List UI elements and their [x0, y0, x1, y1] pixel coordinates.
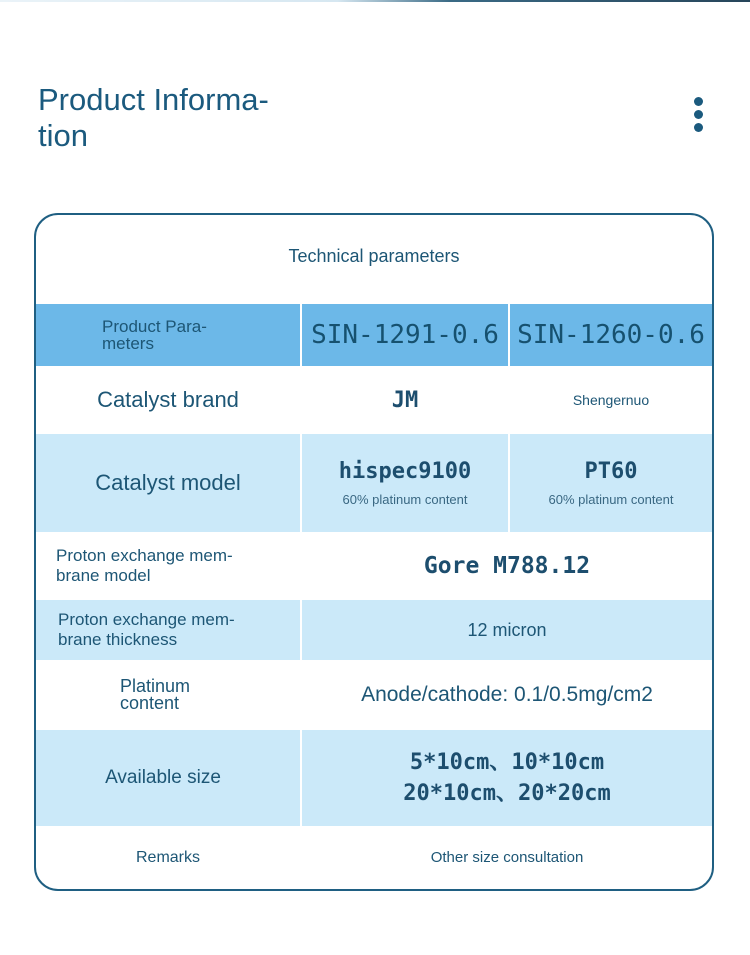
platinum-content-label-line1: Platinum: [120, 676, 191, 696]
membrane-model-label-line2: brane model: [56, 566, 151, 585]
available-size-label: Available size: [105, 767, 221, 788]
header-label-line1: Product Para-: [102, 317, 207, 336]
catalyst-model-label-cell: [36, 434, 300, 532]
header-label-line2: meters: [102, 334, 154, 353]
membrane-thickness-value: 12 micron: [467, 619, 547, 640]
platinum-content-value: Anode/cathode: 0.1/0.5mg/cm2: [361, 683, 653, 706]
platinum-content-label-cell: [36, 660, 300, 730]
table-row-membrane-thickness: [36, 600, 712, 660]
available-size-value-cell: [302, 730, 712, 826]
catalyst-brand-b-cell: [510, 366, 712, 434]
platinum-content-value-cell: [302, 660, 712, 730]
catalyst-brand-b: Shengernuo: [572, 392, 650, 408]
top-divider-line: [0, 0, 750, 2]
membrane-model-value: Gore M788.12: [423, 553, 591, 579]
available-size-line2: 20*10cm、20*20cm: [403, 781, 611, 806]
technical-parameters-card: [34, 213, 714, 891]
available-size-line1: 5*10cm、10*10cm: [409, 750, 605, 775]
catalyst-brand-a: JM: [391, 387, 419, 413]
remarks-value-cell: [302, 826, 712, 889]
kebab-menu-icon[interactable]: [688, 97, 708, 137]
membrane-model-label-line1: Proton exchange mem-: [56, 546, 233, 565]
remarks-label: Remarks: [135, 848, 200, 866]
remarks-value: Other size consultation: [430, 849, 584, 866]
catalyst-brand-label: Catalyst brand: [97, 387, 239, 412]
catalyst-brand-a-cell: [302, 366, 508, 434]
catalyst-model-a: hispec9100: [338, 459, 472, 484]
catalyst-model-b-note: 60% platinum content: [548, 492, 674, 507]
table-row-remarks: [36, 826, 712, 889]
membrane-thickness-value-cell: [302, 600, 712, 660]
membrane-model-label-cell: [36, 532, 300, 600]
table-header-row: [36, 304, 712, 366]
table-row-membrane-model: [36, 532, 712, 600]
catalyst-model-b-cell: [510, 434, 712, 532]
header-model-a: SIN-1291-0.6: [311, 320, 499, 350]
membrane-thickness-label-line2: brane thickness: [58, 630, 178, 649]
table-row-catalyst-brand: [36, 366, 712, 434]
table-row-catalyst-model: [36, 434, 712, 532]
table-row-available-size: [36, 730, 712, 826]
catalyst-model-b: PT60: [584, 459, 638, 484]
header-label-cell: [36, 304, 300, 366]
catalyst-brand-label-cell: [36, 366, 300, 434]
header-model-b-cell: [510, 304, 712, 366]
page-title-line2: tion: [38, 118, 88, 153]
page-title: [38, 82, 338, 154]
catalyst-model-a-note: 60% platinum content: [342, 492, 468, 507]
catalyst-model-a-cell: [302, 434, 508, 532]
page-title-line1: Product Informa-: [38, 82, 269, 117]
remarks-label-cell: [36, 826, 300, 889]
header-model-a-cell: [302, 304, 508, 366]
catalyst-model-label: Catalyst model: [95, 470, 241, 495]
available-size-label-cell: [36, 730, 300, 826]
membrane-model-value-cell: [302, 532, 712, 600]
table-title: Technical parameters: [288, 246, 460, 266]
membrane-thickness-label-cell: [36, 600, 300, 660]
table-row-platinum-content: [36, 660, 712, 730]
membrane-thickness-label-line1: Proton exchange mem-: [58, 610, 235, 629]
platinum-content-label-line2: content: [120, 693, 180, 713]
header-model-b: SIN-1260-0.6: [517, 320, 705, 350]
